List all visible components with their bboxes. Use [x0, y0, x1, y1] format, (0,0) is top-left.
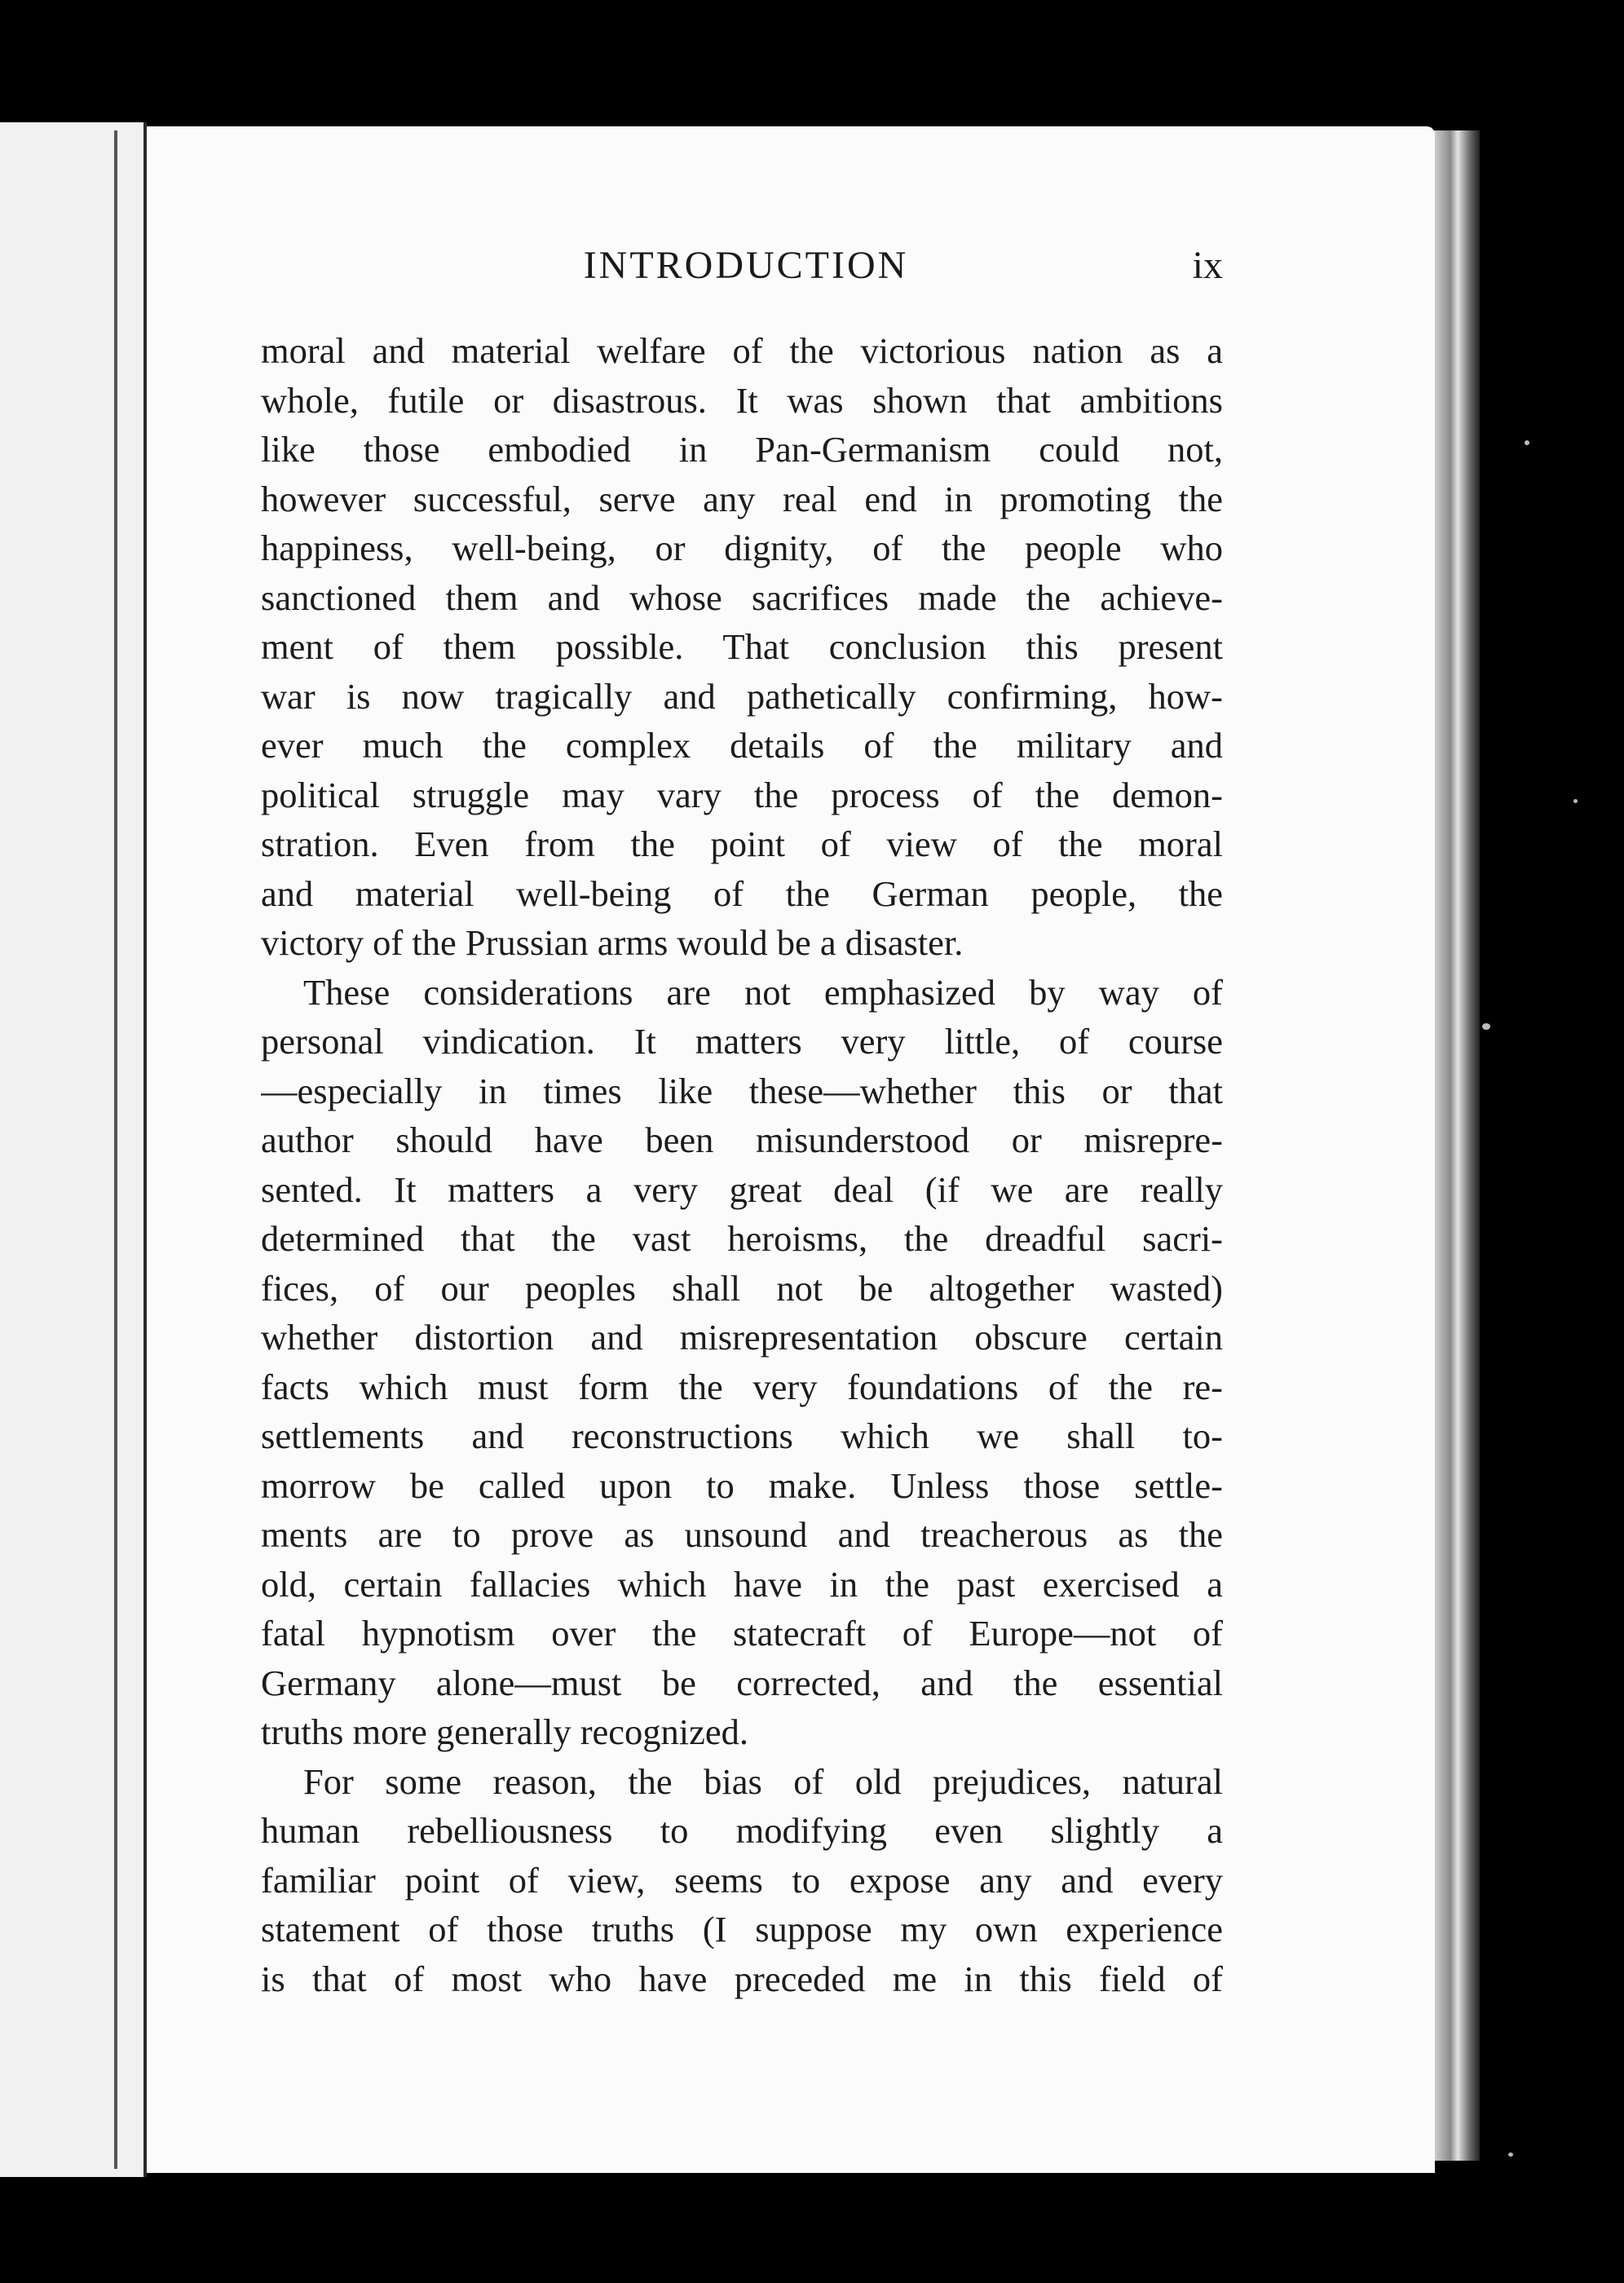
- text-line: determined that the vast heroisms, the dreadful sacri-: [261, 1218, 1223, 1259]
- text-line: political struggle may vary the process of the demon-: [261, 774, 1223, 815]
- dust-speck: [1482, 1023, 1490, 1030]
- text-line: stration. Even from the point of view of the moral: [261, 824, 1223, 864]
- text-line: is that of most who have preceded me in this field of: [261, 1958, 1223, 1999]
- text-line: facts which must form the very foundations of the re-: [261, 1366, 1223, 1407]
- text-line: truths more generally recognized.: [261, 1711, 749, 1752]
- text-line: —especially in times like these—whether this or that: [261, 1070, 1223, 1111]
- text-line: moral and material welfare of the victorious nation as a: [261, 330, 1223, 371]
- text-line: personal vindication. It matters very little, of course: [261, 1021, 1223, 1062]
- text-line: ever much the complex details of the military and: [261, 725, 1223, 766]
- text-line: sanctioned them and whose sacrifices made the achieve-: [261, 576, 1223, 618]
- text-line: whole, futile or disastrous. It was shown that ambitions: [261, 379, 1223, 421]
- running-head-title: INTRODUCTION: [583, 244, 909, 287]
- text-line: sented. It matters a very great deal (if we are really: [261, 1168, 1223, 1210]
- text-line: ment of them possible. That conclusion this present: [261, 626, 1223, 667]
- page-number: ix: [1192, 244, 1223, 287]
- text-line: familiar point of view, seems to expose any and every: [261, 1859, 1223, 1901]
- text-line: human rebelliousness to modifying even slightly a: [261, 1810, 1223, 1851]
- facing-page-edge: [114, 130, 117, 2169]
- text-line: Germany alone—must be corrected, and the essential: [261, 1662, 1223, 1703]
- dust-speck: [1573, 799, 1578, 803]
- text-line: and material well-being of the German people, the: [261, 872, 1223, 914]
- text-line: whether distortion and misrepresentation obscure certain: [261, 1317, 1223, 1358]
- text-line: however successful, serve any real end in promoting the: [261, 478, 1223, 519]
- text-line: fices, of our peoples shall not be altogether wasted): [261, 1267, 1223, 1309]
- text-line: ments are to prove as unsound and treacherous as the: [261, 1514, 1223, 1555]
- text-line: old, certain fallacies which have in the past exercised a: [261, 1563, 1223, 1605]
- text-line: war is now tragically and pathetically confirming, how-: [261, 675, 1223, 717]
- text-line: happiness, well-being, or dignity, of the people who: [261, 528, 1223, 568]
- text-line: For some reason, the bias of old prejudices, natural: [303, 1760, 1223, 1802]
- facing-page: [0, 122, 147, 2177]
- body-text: [261, 326, 1223, 2003]
- text-line: morrow be called upon to make. Unless those settle-: [261, 1464, 1223, 1506]
- text-line: victory of the Prussian arms would be a disaster.: [261, 922, 964, 963]
- running-head: [269, 243, 1223, 308]
- text-line: These considerations are not emphasized by way of: [303, 971, 1223, 1013]
- book-page-edges: [1431, 130, 1480, 2161]
- dust-speck: [1525, 440, 1529, 445]
- text-line: statement of those truths (I suppose my own experience: [261, 1909, 1223, 1950]
- text-line: author should have been misunderstood or misrepre-: [261, 1119, 1223, 1160]
- text-line: like those embodied in Pan-Germanism could not,: [261, 429, 1223, 470]
- text-line: fatal hypnotism over the statecraft of Europe—not of: [261, 1613, 1223, 1654]
- text-line: settlements and reconstructions which we shall to-: [261, 1415, 1223, 1456]
- dust-speck: [1508, 2153, 1513, 2157]
